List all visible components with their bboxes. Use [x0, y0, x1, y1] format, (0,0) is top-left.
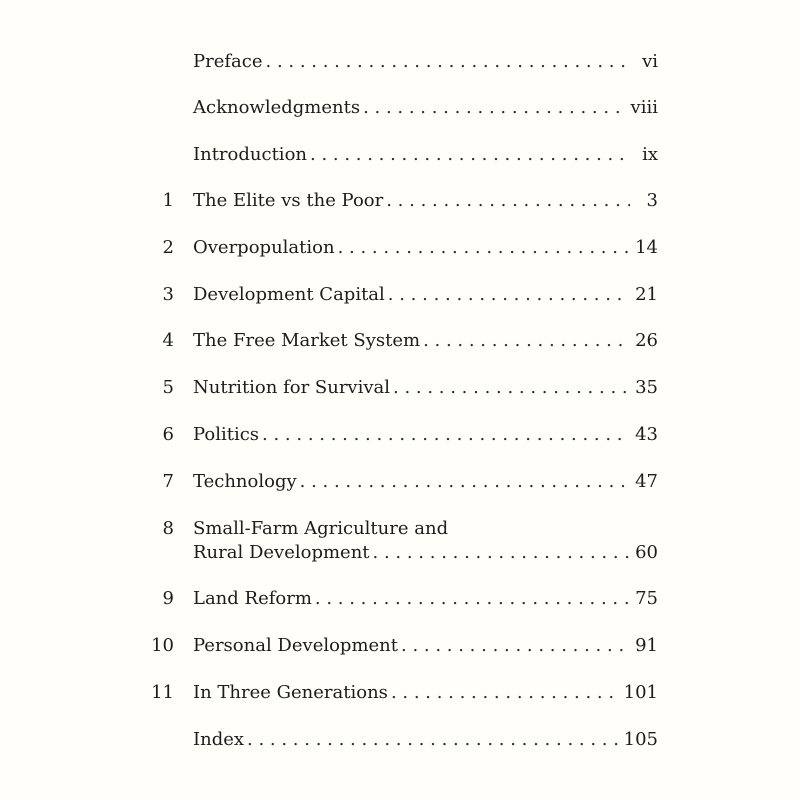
chapter-number: 5: [162, 377, 174, 398]
chapter-number: 9: [162, 588, 174, 609]
page-number: 26: [635, 330, 658, 351]
entry-title: Introduction: [193, 144, 307, 165]
chapter-number: 3: [162, 284, 174, 305]
page-number: 14: [635, 237, 658, 258]
page-number: 105: [623, 729, 658, 750]
dot-leader: [310, 143, 630, 167]
dot-leader: [315, 587, 629, 611]
chapter-number: 1: [162, 190, 174, 211]
entry-title: Index: [193, 729, 245, 750]
entry-title: Personal Development: [193, 635, 399, 656]
entry-title-line-1: Small-Farm Agriculture and: [193, 518, 449, 539]
page-number: 47: [635, 471, 658, 492]
entry-title: The Free Market System: [193, 330, 421, 351]
entry-title: Rural Development: [193, 542, 370, 563]
chapter-number: 8: [162, 518, 174, 539]
chapter-number: 6: [162, 424, 174, 445]
dot-leader: [363, 96, 624, 120]
entry-title: Nutrition for Survival: [193, 377, 391, 398]
dot-leader: [423, 329, 629, 353]
chapter-number: 7: [162, 471, 174, 492]
dot-leader: [247, 728, 618, 752]
entry-title: Development Capital: [193, 284, 385, 305]
chapter-number: 4: [162, 330, 174, 351]
page-number: 21: [635, 284, 658, 305]
dot-leader: [338, 236, 630, 260]
entry-title: In Three Generations: [193, 682, 388, 703]
dot-leader: [300, 470, 629, 494]
chapter-number: 2: [162, 237, 174, 258]
dot-leader: [388, 283, 629, 307]
chapter-number: 11: [151, 682, 174, 703]
dot-leader: [386, 189, 630, 213]
dot-leader: [401, 634, 629, 658]
entry-title: Technology: [193, 471, 297, 492]
page-number: 43: [635, 424, 658, 445]
page-number: 60: [635, 542, 658, 563]
dot-leader: [373, 541, 630, 565]
page-number: 101: [623, 682, 658, 703]
dot-leader: [393, 376, 629, 400]
entry-title: Overpopulation: [193, 237, 335, 258]
entry-title: Politics: [193, 424, 260, 445]
chapter-number: 10: [151, 635, 174, 656]
page-number: 3: [646, 190, 658, 211]
entry-title: Preface: [193, 51, 263, 72]
entry-title: Land Reform: [193, 588, 312, 609]
dot-leader: [391, 681, 618, 705]
entry-title: Acknowledgments: [193, 97, 361, 118]
page-number: ix: [642, 144, 658, 165]
page-number: 91: [635, 635, 658, 656]
page-number: 75: [635, 588, 658, 609]
dot-leader: [262, 423, 629, 447]
dot-leader: [266, 50, 631, 74]
entry-title: The Elite vs the Poor: [193, 190, 384, 211]
page-number: 35: [635, 377, 658, 398]
page-number: viii: [630, 97, 658, 118]
page-number: vi: [642, 51, 658, 72]
